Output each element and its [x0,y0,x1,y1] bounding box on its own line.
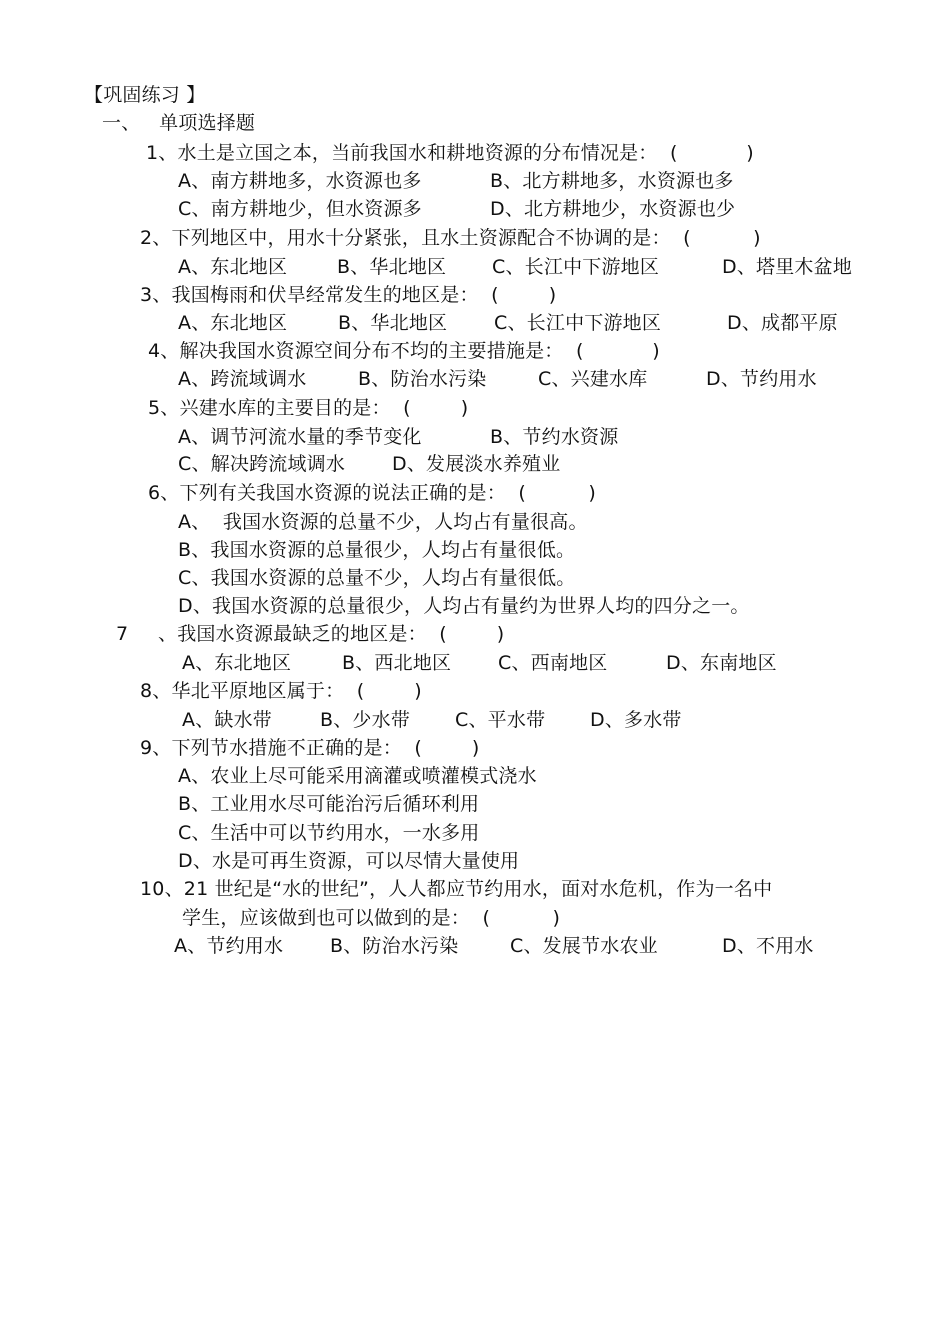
question-2-option-b: B、华北地区 [337,256,447,278]
question-7-option-b: B、西北地区 [342,652,452,674]
section-heading: 一、 单项选择题 [102,112,256,134]
question-1-stem: 1、水土是立国之本，当前我国水和耕地资源的分布情况是： ( ) [146,142,754,164]
question-4-stem: 4、解决我国水资源空间分布不均的主要措施是： ( ) [148,340,660,362]
question-2-option-d: D、塔里木盆地 [722,256,853,278]
question-6-option-a: A、 我国水资源的总量不少，人均占有量很高。 [178,511,588,533]
question-2-stem: 2、下列地区中，用水十分紧张，且水土资源配合不协调的是： ( ) [140,227,761,249]
question-10-option-d: D、不用水 [722,935,814,957]
question-6-option-c: C、我国水资源的总量不少，人均占有量很低。 [178,567,576,589]
question-10-option-a: A、节约用水 [174,935,284,957]
question-2-option-a: A、东北地区 [178,256,288,278]
question-10-stem-continued: 学生，应该做到也可以做到的是： ( ) [182,907,561,929]
question-3-option-a: A、东北地区 [178,312,288,334]
question-1-option-b: B、北方耕地多，水资源也多 [490,170,734,192]
question-5-option-b: B、节约水资源 [490,426,619,448]
question-9-option-a: A、农业上尽可能采用滴灌或喷灌模式浇水 [178,765,537,787]
question-9-stem: 9、下列节水措施不正确的是： ( ) [140,737,480,759]
question-8-option-c: C、平水带 [455,709,546,731]
question-4-option-d: D、节约用水 [706,368,817,390]
question-2-option-c: C、长江中下游地区 [492,256,660,278]
question-10-option-b: B、防治水污染 [330,935,459,957]
question-9-option-c: C、生活中可以节约用水，一水多用 [178,822,480,844]
question-9-option-d: D、水是可再生资源，可以尽情大量使用 [178,850,520,872]
question-10-stem: 10、21 世纪是“水的世纪”，人人都应节约用水，面对水危机，作为一名中 [140,878,773,900]
question-3-option-d: D、成都平原 [727,312,838,334]
question-1-option-a: A、南方耕地多，水资源也多 [178,170,422,192]
question-7-stem: 、我国水资源最缺乏的地区是： ( ) [158,623,505,645]
question-8-option-a: A、缺水带 [182,709,272,731]
question-6-option-b: B、我国水资源的总量很少，人均占有量很低。 [178,539,576,561]
question-5-option-a: A、调节河流水量的季节变化 [178,426,422,448]
question-10-option-c: C、发展节水农业 [510,935,658,957]
question-5-stem: 5、兴建水库的主要目的是： ( ) [148,397,469,419]
question-5-option-d: D、发展淡水养殖业 [392,453,561,475]
question-7-option-c: C、西南地区 [498,652,608,674]
question-3-stem: 3、我国梅雨和伏旱经常发生的地区是： ( ) [140,284,557,306]
question-6-stem: 6、下列有关我国水资源的说法正确的是： ( ) [148,482,596,504]
question-5-option-c: C、解决跨流域调水 [178,453,346,475]
question-7-option-d: D、东南地区 [666,652,777,674]
question-6-option-d: D、我国水资源的总量很少，人均占有量约为世界人均的四分之一。 [178,595,750,617]
question-8-option-d: D、多水带 [590,709,682,731]
worksheet-title: 【巩固练习 】 [84,84,206,106]
question-4-option-c: C、兴建水库 [538,368,648,390]
question-3-option-c: C、长江中下游地区 [494,312,662,334]
question-8-stem: 8、华北平原地区属于： ( ) [140,680,422,702]
question-7-number: 7 [116,623,129,645]
question-4-option-a: A、跨流域调水 [178,368,307,390]
question-4-option-b: B、防治水污染 [358,368,487,390]
question-7-option-a: A、东北地区 [182,652,292,674]
question-1-option-d: D、北方耕地少，水资源也少 [490,198,736,220]
question-3-option-b: B、华北地区 [338,312,448,334]
question-8-option-b: B、少水带 [320,709,411,731]
question-9-option-b: B、工业用水尽可能治污后循环利用 [178,793,480,815]
question-1-option-c: C、南方耕地少，但水资源多 [178,198,422,220]
